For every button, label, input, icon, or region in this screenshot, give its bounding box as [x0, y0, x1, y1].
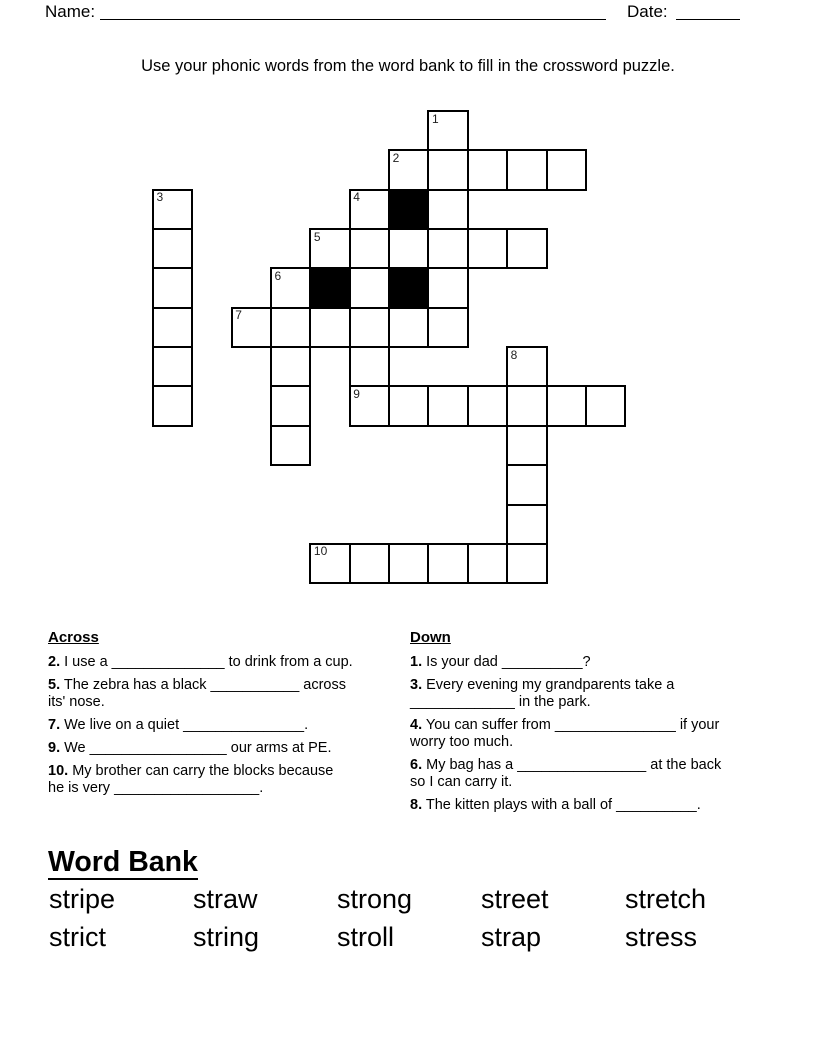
crossword-cell — [506, 346, 547, 387]
clue-item-number: 7. — [48, 717, 61, 733]
crossword-cell — [467, 543, 508, 584]
clue-item: 2. I use a ______________ to drink from a cup. — [48, 654, 353, 670]
crossword-cell — [152, 267, 193, 308]
crossword-cell — [546, 149, 587, 190]
crossword-cell — [152, 385, 193, 426]
word-bank-word: stroll — [337, 921, 395, 952]
clue-item-number: 3. — [410, 677, 423, 693]
word-bank-row — [49, 922, 769, 953]
clue-number: 4 — [353, 190, 360, 205]
clue-item: 8. The kitten plays with a ball of __________. — [410, 797, 701, 813]
word-bank-heading: Word Bank — [48, 846, 198, 878]
crossword-cell — [388, 149, 429, 190]
clue-item-number: 8. — [410, 797, 423, 813]
crossword-cell — [349, 307, 390, 348]
crossword-cell — [152, 307, 193, 348]
crossword-cell — [309, 307, 350, 348]
crossword-cell — [349, 346, 390, 387]
clue-number: 8 — [510, 347, 518, 362]
word-bank-word: stripe — [49, 884, 116, 914]
clue-item: 9. We _________________ our arms at PE. — [48, 740, 332, 756]
down-clues-section — [410, 629, 810, 820]
name-fill-line — [100, 19, 606, 20]
word-bank-word: strict — [49, 921, 106, 952]
crossword-cell — [388, 228, 429, 269]
crossword-cell — [427, 149, 468, 190]
crossword-cell — [427, 110, 468, 151]
crossword-cell — [231, 307, 272, 348]
crossword-cell — [506, 425, 547, 466]
date-label: Date: — [627, 2, 668, 21]
clue-item-number: 2. — [48, 654, 61, 670]
clue-number: 2 — [392, 150, 400, 165]
clue-number: 1 — [431, 111, 439, 126]
crossword-cell — [585, 385, 626, 426]
clue-item: 7. We live on a quiet _______________. — [48, 717, 309, 733]
clue-item: 1. Is your dad __________? — [410, 654, 591, 670]
word-bank-word: straw — [193, 884, 258, 914]
clue-item: 6. My bag has a ________________ at the back so I can carry it. — [410, 757, 722, 790]
word-bank-word: street — [481, 884, 549, 914]
crossword-cell — [270, 385, 311, 426]
clue-item-number: 4. — [410, 717, 423, 733]
crossword-cell — [270, 425, 311, 466]
word-bank-word: strong — [337, 884, 413, 914]
crossword-cell — [152, 346, 193, 387]
crossword-cell — [467, 228, 508, 269]
across-clues-section — [48, 629, 410, 803]
crossword-cell — [349, 189, 390, 230]
clue-number: 9 — [353, 386, 360, 401]
crossword-cell — [349, 228, 390, 269]
crossword-cell — [427, 189, 468, 230]
clue-number: 5 — [313, 229, 321, 244]
crossword-cell — [270, 346, 311, 387]
clue-item-number: 5. — [48, 677, 61, 693]
crossword-cell — [270, 307, 311, 348]
crossword-cell — [152, 228, 193, 269]
instruction-text: Use your phonic words from the word bank to fill in the crossword puzzle. — [141, 57, 675, 75]
crossword-cell — [349, 385, 390, 426]
word-bank-word: stress — [625, 921, 698, 952]
crossword-cell — [349, 543, 390, 584]
crossword-cell-black — [388, 189, 429, 230]
crossword-cell — [546, 385, 587, 426]
crossword-cell — [467, 385, 508, 426]
crossword-cell — [427, 307, 468, 348]
crossword-cell — [506, 385, 547, 426]
crossword-cell — [506, 543, 547, 584]
crossword-cell — [427, 543, 468, 584]
crossword-cell — [427, 267, 468, 308]
crossword-cell — [388, 543, 429, 584]
crossword-cell-black — [309, 267, 350, 308]
clue-item: 3. Every evening my grandparents take a _____________ in the park. — [410, 677, 675, 710]
crossword-cell — [506, 228, 547, 269]
down-clue-list — [410, 654, 810, 814]
crossword-cell — [427, 228, 468, 269]
word-bank-word: string — [193, 921, 260, 952]
crossword-cell — [349, 267, 390, 308]
name-label: Name: — [45, 2, 96, 21]
crossword-cell — [388, 307, 429, 348]
clue-item: 10. My brother can carry the blocks because he is very __________________. — [48, 763, 334, 796]
clue-number: 7 — [235, 308, 242, 323]
word-bank-word: stretch — [625, 884, 707, 914]
crossword-cell — [467, 149, 508, 190]
crossword-cell — [270, 267, 311, 308]
clue-item-number: 9. — [48, 740, 61, 756]
crossword-cell — [309, 228, 350, 269]
crossword-cell — [506, 504, 547, 545]
crossword-cell-black — [388, 267, 429, 308]
word-bank-word: strap — [481, 921, 542, 952]
clue-item: 4. You can suffer from _______________ if your worry too much. — [410, 717, 720, 750]
across-heading: Across — [48, 629, 99, 646]
clue-item-number: 10. — [48, 763, 69, 779]
crossword-cell — [152, 189, 193, 230]
date-fill-line — [676, 19, 740, 20]
word-bank-row — [49, 884, 769, 915]
crossword-cell — [427, 385, 468, 426]
clue-item: 5. The zebra has a black ___________ across its' nose. — [48, 677, 346, 710]
crossword-cell — [506, 149, 547, 190]
crossword-cell — [388, 385, 429, 426]
clue-item-number: 1. — [410, 654, 423, 670]
clue-item-number: 6. — [410, 757, 423, 773]
down-heading: Down — [410, 629, 451, 646]
clue-number: 6 — [274, 268, 282, 283]
crossword-cell — [309, 543, 350, 584]
clue-number: 10 — [313, 544, 328, 559]
clue-number: 3 — [156, 190, 164, 205]
across-clue-list — [48, 654, 410, 797]
crossword-cell — [506, 464, 547, 505]
